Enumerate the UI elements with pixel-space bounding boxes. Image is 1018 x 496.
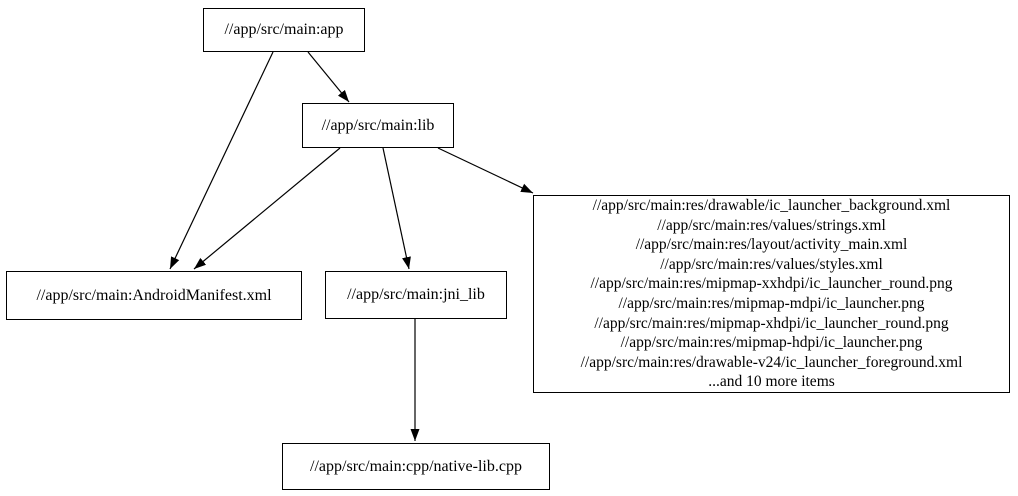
- edge-lib-to-res: [438, 148, 533, 193]
- node-jni-lib-label: //app/src/main:jni_lib: [347, 286, 485, 304]
- node-lib-label: //app/src/main:lib: [321, 116, 435, 134]
- node-app-label: //app/src/main:app: [224, 21, 344, 39]
- node-res-files: [533, 195, 1010, 393]
- node-res-files-line: //app/src/main:res/mipmap-mdpi/ic_launcher.png: [618, 295, 925, 312]
- node-res-files-line: //app/src/main:res/drawable-v24/ic_launcher_foreground.xml: [580, 353, 963, 371]
- node-native-lib-cpp: [282, 443, 550, 490]
- node-native-lib-cpp-label: //app/src/main:cpp/native-lib.cpp: [310, 457, 522, 475]
- node-res-files-line: //app/src/main:res/values/strings.xml: [657, 216, 886, 234]
- edge-app-to-manifest: [170, 52, 273, 269]
- edge-app-to-lib: [308, 52, 349, 102]
- edge-lib-to-manifest: [194, 148, 340, 269]
- node-res-files-line: ...and 10 more items: [708, 373, 835, 391]
- node-res-files-line: //app/src/main:res/layout/activity_main.xml: [635, 236, 908, 254]
- node-res-files-line: //app/src/main:res/mipmap-xxhdpi/ic_launcher_round.png: [590, 275, 953, 293]
- node-android-manifest-label: //app/src/main:AndroidManifest.xml: [36, 286, 272, 304]
- node-app: [203, 8, 365, 52]
- node-jni-lib: [325, 271, 507, 319]
- edge-lib-to-jni-lib: [383, 148, 409, 269]
- node-lib: [302, 103, 454, 148]
- node-android-manifest: [6, 271, 302, 320]
- node-res-files-line: //app/src/main:res/values/styles.xml: [660, 255, 883, 273]
- node-res-files-line: //app/src/main:res/mipmap-xhdpi/ic_launcher_round.png: [594, 314, 949, 332]
- node-res-files-line: //app/src/main:res/mipmap-hdpi/ic_launcher.png: [620, 334, 923, 352]
- node-res-files-line: //app/src/main:res/drawable/ic_launcher_background.xml: [592, 197, 951, 215]
